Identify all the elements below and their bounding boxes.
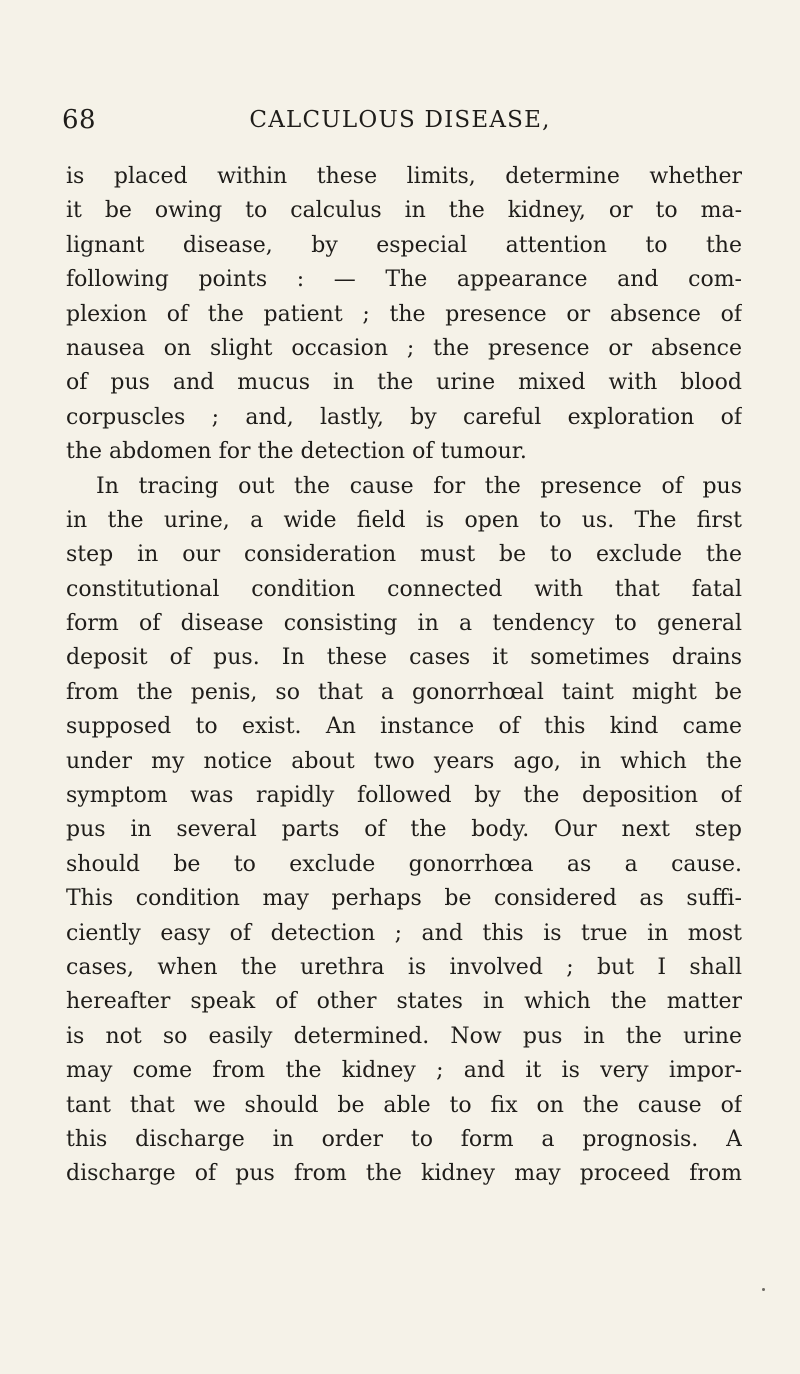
text-line: ciently easy of detection ; and this is true in most	[66, 920, 742, 946]
text-line: hereafter speak of other states in which the matter	[66, 989, 742, 1015]
text-line: the abdomen for the detection of tumour.	[66, 439, 527, 465]
text-line: supposed to exist. An instance of this kind came	[66, 714, 742, 740]
text-line: of pus and mucus in the urine mixed with blood	[66, 370, 742, 396]
text-line: This condition may perhaps be considered as suffi-	[66, 886, 742, 912]
text-line: this discharge in order to form a prognosis. A	[66, 1126, 742, 1152]
text-line: under my notice about two years ago, in which the	[66, 748, 742, 774]
text-line: plexion of the patient ; the presence or absence of	[66, 301, 742, 327]
text-line: is placed within these limits, determine whether	[66, 164, 742, 189]
text-line: lignant disease, by especial attention to the	[66, 232, 742, 258]
text-line: in the urine, a wide field is open to us. The first	[66, 507, 742, 533]
page-header	[0, 98, 800, 142]
text-line: constitutional condition connected with that fatal	[66, 576, 742, 602]
text-line: tant that we should be able to fix on the cause of	[66, 1092, 742, 1118]
text-line: following points : — The appearance and com-	[66, 267, 742, 293]
text-line: deposit of pus. In these cases it sometimes drains	[66, 645, 742, 671]
text-line: cases, when the urethra is involved ; but I shall	[66, 954, 742, 980]
text-line: symptom was rapidly followed by the deposition of	[66, 783, 742, 809]
text-line: In tracing out the cause for the presence of pus	[96, 473, 742, 499]
running-title: CALCULOUS DISEASE,	[249, 107, 551, 133]
text-line: is not so easily determined. Now pus in the urine	[66, 1023, 742, 1049]
text-line: corpuscles ; and, lastly, by careful exploration of	[66, 404, 742, 430]
text-line: should be to exclude gonorrhœa as a cause.	[66, 851, 742, 877]
body-text	[66, 160, 742, 1192]
text-line: step in our consideration must be to exclude the	[66, 542, 742, 568]
text-line: form of disease consisting in a tendency to general	[66, 611, 742, 637]
text-line: discharge of pus from the kidney may proceed from	[66, 1161, 742, 1187]
text-line: from the penis, so that a gonorrhœal taint might be	[66, 679, 742, 705]
text-line: nausea on slight occasion ; the presence or absence	[66, 335, 742, 361]
page-number: 68	[62, 105, 97, 135]
text-line: pus in several parts of the body. Our next step	[66, 817, 742, 843]
text-line: may come from the kidney ; and it is very impor-	[66, 1058, 742, 1084]
margin-dot	[762, 1288, 765, 1291]
text-line: it be owing to calculus in the kidney, or to ma-	[66, 198, 742, 224]
